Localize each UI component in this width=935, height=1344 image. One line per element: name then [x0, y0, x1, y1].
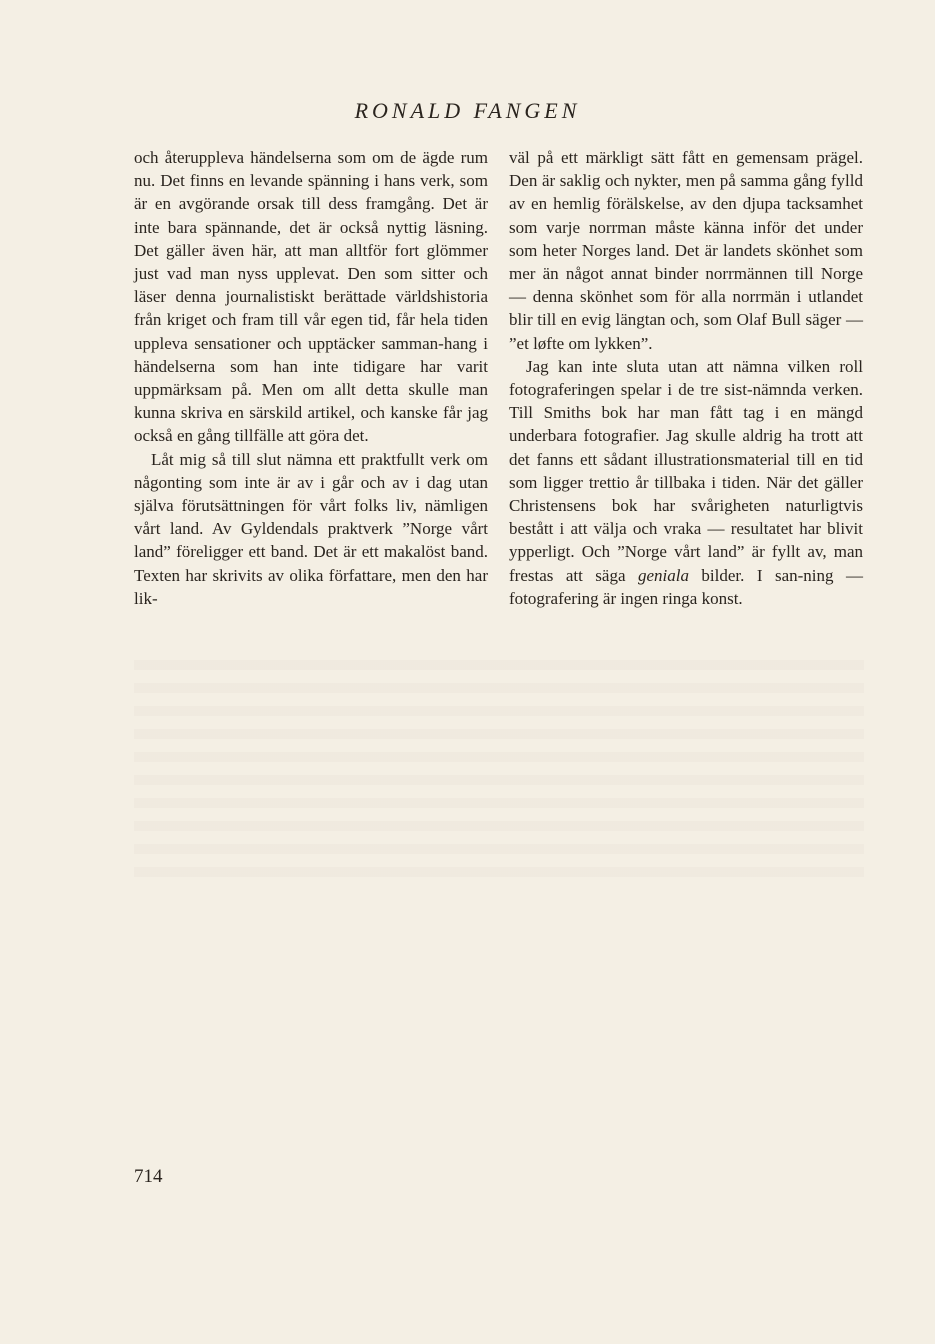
bleed-through-texture [134, 660, 864, 880]
text-column-right [509, 146, 863, 610]
text-column-left [134, 146, 488, 610]
paragraph-text: Jag kan inte sluta utan att nämna vilken roll fotograferingen spelar i de tre sist-nämnda verken. Till Smiths bok har man fått tag i en mängd underbara fotografier. Jag skulle aldrig ha trott att det fanns ett sådant illustrationsmaterial till en tid som ligger trettio år tillbaka i tiden. När det gäller Christensens bok har svårigheten naturligtvis bestått i att välja och vraka — resultatet har blivit ypperligt. Och ”Norge vårt land” är fyllt av, man frestas att säga [509, 356, 863, 585]
paragraph: och återuppleva händelserna som om de ägde rum nu. Det finns en levande spänning i hans verk, som är en avgörande orsak till dess framgång. Det är inte bara spännande, det är också nyttig läsning. Det gäller även här, att man alltför fort glömmer just vad man nyss upplevat. Den som sitter och läser denna journalistiskt berättade världshistoria från kriget och fram till vår egen tid, får hela tiden uppleva sensationer och upptäcker samman-hang i händelserna som han inte tidigare har varit uppmärksam på. Men om allt detta skulle man kunna skriva en särskild artikel, och kanske får jag också en gång tillfälle att göra det. [134, 148, 488, 446]
running-head: RONALD FANGEN [354, 98, 581, 123]
paragraph [509, 355, 863, 610]
emphasis-text: geniala [637, 565, 689, 585]
paragraph: Låt mig så till slut nämna ett praktfullt verk om någonting som inte är av i går och av i dag utan själva förutsättningen för vårt folks liv, nämligen vårt land. Av Gyldendals praktverk ”Norge vårt land” föreligger ett band. Det är ett makalöst band. Texten har skrivits av olika författare, men den har lik- [134, 449, 488, 608]
paragraph: väl på ett märkligt sätt fått en gemensam prägel. Den är saklig och nykter, men på samma gång fylld av en hemlig förälskelse, av den djupa tacksamhet som varje norrman måste känna inför det under som heter Norges land. Det är landets skönhet som mer än något annat binder norrmännen till Norge — denna skönhet som för alla norrmän i utlandet blir till en evig längtan och, som Olaf Bull säger — ”et løfte om lykken”. [509, 148, 863, 353]
paragraph-text: bilder. I san-ning — fotografering är ingen ringa konst. [509, 565, 863, 608]
page-number: 714 [134, 1166, 163, 1187]
